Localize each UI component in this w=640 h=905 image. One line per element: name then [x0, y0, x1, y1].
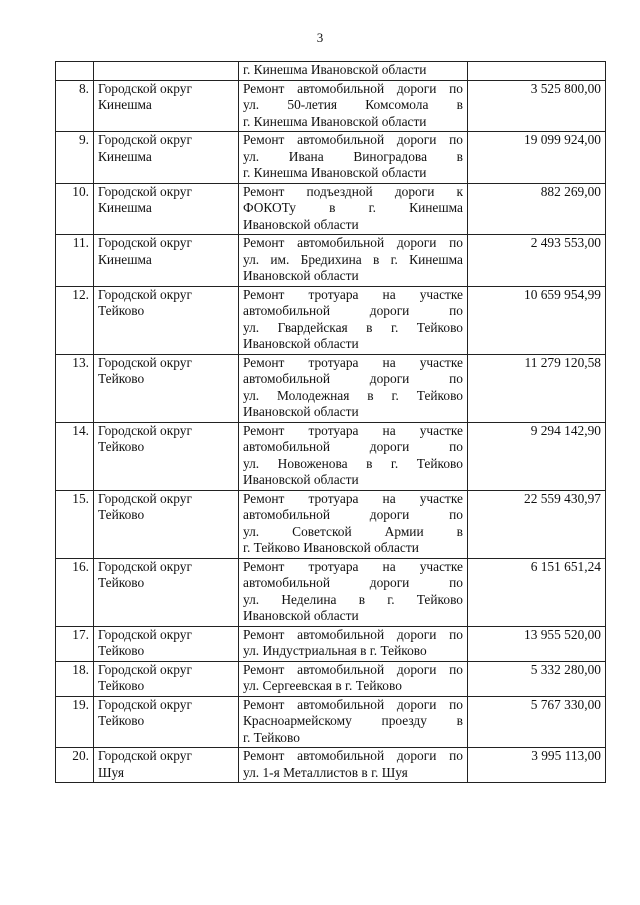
work-line: Ивановской области	[243, 336, 359, 351]
cell-work	[239, 286, 468, 354]
work-line: ул. Молодежная в г. Тейково	[243, 387, 463, 403]
municipality-line: Городской округ	[98, 558, 192, 574]
work-line: автомобильной дороги по	[243, 303, 463, 318]
work-line: Ивановской области	[243, 608, 359, 623]
cell-work	[239, 183, 468, 235]
table-row	[56, 696, 606, 748]
municipality-line: Городской округ	[98, 422, 192, 438]
municipality-line: Тейково	[98, 303, 145, 318]
cell-num: 16.	[56, 558, 94, 626]
work-line: Ремонт автомобильной дороги по	[243, 748, 463, 763]
table-row	[56, 422, 606, 490]
cell-amount: 11 279 120,58	[468, 354, 606, 422]
cell-num: 20.	[56, 748, 94, 783]
municipality-line: Городской округ	[98, 626, 192, 642]
cell-municipality	[94, 286, 239, 354]
cell-amount: 10 659 954,99	[468, 286, 606, 354]
work-line: Ремонт тротуара на участке	[243, 354, 463, 370]
cell-work	[239, 558, 468, 626]
work-line: Ремонт тротуара на участке	[243, 558, 463, 574]
cell-amount: 13 955 520,00	[468, 626, 606, 661]
road-repair-table	[55, 61, 606, 783]
work-line: Ремонт автомобильной дороги по	[243, 132, 463, 147]
cell-municipality	[94, 661, 239, 696]
table-row	[56, 183, 606, 235]
municipality-line: Городской округ	[98, 235, 192, 250]
cell-num: 9.	[56, 132, 94, 184]
cell-municipality	[94, 354, 239, 422]
cell-municipality	[94, 626, 239, 661]
municipality-line: Городской округ	[98, 661, 192, 677]
work-line: Ремонт автомобильной дороги по	[243, 626, 463, 642]
cell-amount: 3 525 800,00	[468, 80, 606, 132]
work-line: Ивановской области	[243, 404, 359, 419]
cell-municipality	[94, 558, 239, 626]
work-line: г. Тейково	[243, 729, 300, 745]
cell-municipality	[94, 235, 239, 287]
municipality-line: Кинешма	[98, 251, 152, 267]
work-line: ул. им. Бредихина в г. Кинешма	[243, 251, 463, 267]
work-line: ул. Неделина в г. Тейково	[243, 591, 463, 607]
cell-work	[239, 696, 468, 748]
cell-amount: 9 294 142,90	[468, 422, 606, 490]
municipality-line: Городской округ	[98, 183, 192, 199]
municipality-line: Тейково	[98, 643, 145, 658]
cell-work	[239, 626, 468, 661]
cell-work	[239, 748, 468, 783]
cell-num: 11.	[56, 235, 94, 287]
work-line: ул. 1-я Металлистов в г. Шуя	[243, 764, 408, 780]
cell-amount: 19 099 924,00	[468, 132, 606, 184]
municipality-line: Городской округ	[98, 286, 192, 302]
work-line: ул. Индустриальная в г. Тейково	[243, 643, 427, 658]
cell-work	[239, 661, 468, 696]
work-line: Ивановской области	[243, 268, 359, 283]
cell-municipality	[94, 132, 239, 184]
work-line: Ремонт тротуара на участке	[243, 422, 463, 438]
work-line: ул. Новоженова в г. Тейково	[243, 455, 463, 471]
work-line: ул. Ивана Виноградова в	[243, 148, 463, 164]
work-line: г. Кинешма Ивановской области	[243, 165, 427, 180]
cell-num	[56, 62, 94, 81]
municipality-line: Городской округ	[98, 132, 192, 147]
municipality-line: Тейково	[98, 439, 145, 454]
work-line: Ремонт автомобильной дороги по	[243, 235, 463, 250]
cell-num: 13.	[56, 354, 94, 422]
table-row	[56, 354, 606, 422]
cell-municipality	[94, 696, 239, 748]
cell-municipality	[94, 183, 239, 235]
cell-municipality	[94, 748, 239, 783]
table-row	[56, 286, 606, 354]
cell-amount: 882 269,00	[468, 183, 606, 235]
cell-num: 10.	[56, 183, 94, 235]
work-line: Ремонт автомобильной дороги по	[243, 80, 463, 96]
table-row	[56, 132, 606, 184]
cell-amount: 3 995 113,00	[468, 748, 606, 783]
cell-amount: 6 151 651,24	[468, 558, 606, 626]
cell-num: 14.	[56, 422, 94, 490]
work-line: ул. Сергеевская в г. Тейково	[243, 678, 402, 693]
cell-num: 19.	[56, 696, 94, 748]
municipality-line: Тейково	[98, 371, 145, 386]
municipality-line: Тейково	[98, 678, 145, 693]
municipality-line: Городской округ	[98, 748, 192, 763]
cell-work	[239, 80, 468, 132]
table-row	[56, 661, 606, 696]
work-line: ул. Советской Армии в	[243, 523, 463, 539]
work-line: г. Кинешма Ивановской области	[243, 113, 427, 129]
table-row	[56, 748, 606, 783]
work-line: ФОКОТу в г. Кинешма	[243, 200, 463, 215]
cell-amount: 2 493 553,00	[468, 235, 606, 287]
work-line: г. Тейково Ивановской области	[243, 540, 419, 555]
work-line: Ремонт автомобильной дороги по	[243, 696, 463, 712]
table-row	[56, 558, 606, 626]
work-line: автомобильной дороги по	[243, 575, 463, 590]
municipality-line: Кинешма	[98, 97, 152, 112]
cell-num: 12.	[56, 286, 94, 354]
work-line: Красноармейскому проезду в	[243, 713, 463, 728]
cell-municipality	[94, 490, 239, 558]
cell-num: 17.	[56, 626, 94, 661]
cell-amount: 22 559 430,97	[468, 490, 606, 558]
municipality-line: Городской округ	[98, 696, 192, 712]
municipality-line: Кинешма	[98, 148, 152, 164]
work-line: ул. 50-летия Комсомола в	[243, 97, 463, 112]
municipality-line: Городской округ	[98, 80, 192, 96]
cell-num: 15.	[56, 490, 94, 558]
municipality-line: Тейково	[98, 507, 145, 522]
municipality-line: Кинешма	[98, 200, 152, 215]
table-row	[56, 80, 606, 132]
municipality-line: Городской округ	[98, 354, 192, 370]
cell-work	[239, 235, 468, 287]
cell-municipality	[94, 80, 239, 132]
municipality-line: Шуя	[98, 764, 125, 780]
table-body	[56, 62, 606, 783]
cell-work: г. Кинешма Ивановской области	[239, 62, 468, 81]
cell-amount: 5 332 280,00	[468, 661, 606, 696]
table-row	[56, 235, 606, 287]
municipality-line: Тейково	[98, 713, 145, 728]
work-line: Ивановской области	[243, 472, 359, 487]
municipality-line: Тейково	[98, 575, 145, 590]
work-line: Ремонт подъездной дороги к	[243, 183, 463, 199]
work-line: Ремонт тротуара на участке	[243, 490, 463, 506]
work-line: Ремонт автомобильной дороги по	[243, 661, 463, 677]
page-number: 3	[316, 30, 324, 45]
work-line: ул. Гвардейская в г. Тейково	[243, 319, 463, 335]
cell-work	[239, 354, 468, 422]
cell-municipality	[94, 62, 239, 81]
cell-municipality	[94, 422, 239, 490]
work-line: автомобильной дороги по	[243, 507, 463, 522]
work-line: Ивановской области	[243, 216, 359, 232]
cell-work	[239, 422, 468, 490]
table-row	[56, 626, 606, 661]
cell-num: 8.	[56, 80, 94, 132]
cell-amount	[468, 62, 606, 81]
work-line: Ремонт тротуара на участке	[243, 286, 463, 302]
cell-num: 18.	[56, 661, 94, 696]
cell-work	[239, 490, 468, 558]
work-line: автомобильной дороги по	[243, 439, 463, 454]
work-line: автомобильной дороги по	[243, 371, 463, 386]
table-row	[56, 490, 606, 558]
cell-amount: 5 767 330,00	[468, 696, 606, 748]
municipality-line: Городской округ	[98, 490, 192, 506]
cell-work	[239, 132, 468, 184]
continuation-row	[56, 62, 606, 81]
